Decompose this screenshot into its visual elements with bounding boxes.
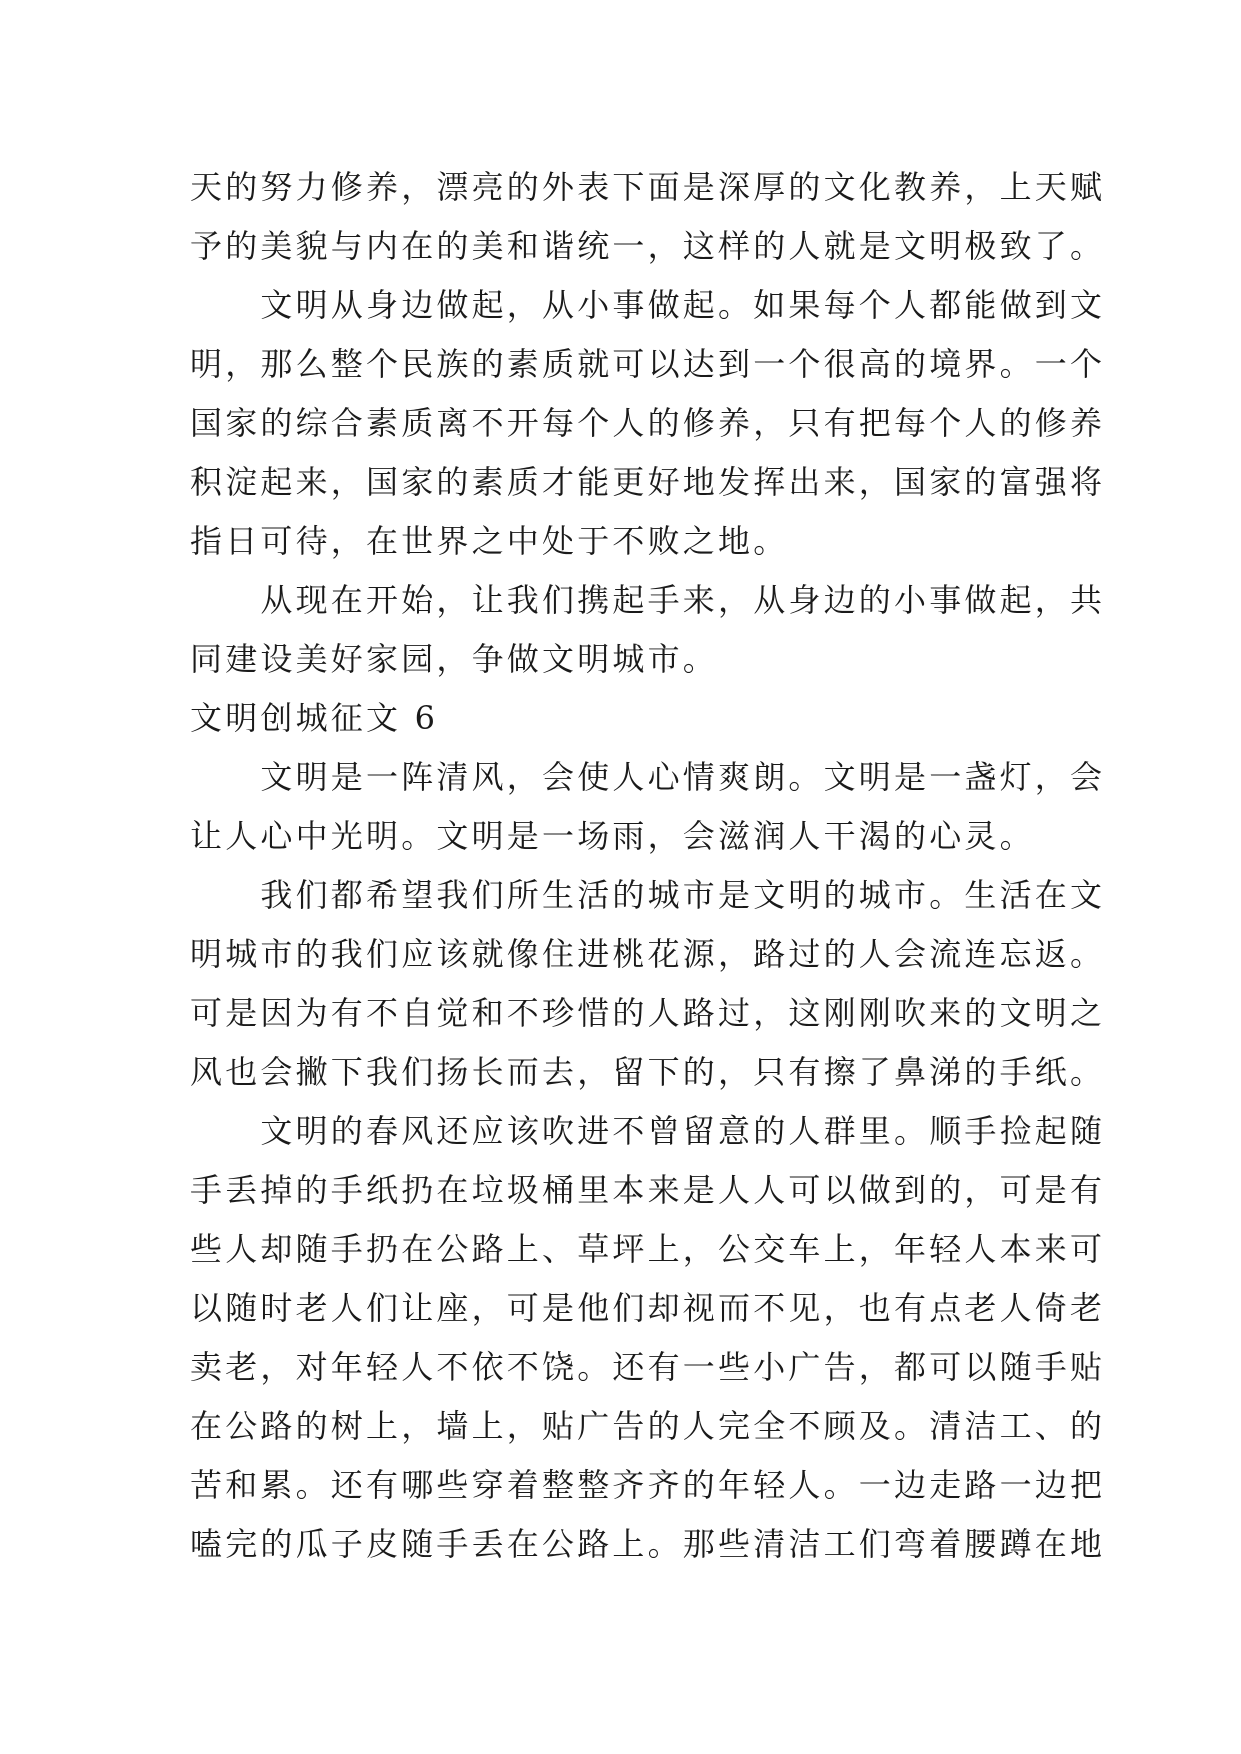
text-line: 天的努力修养，漂亮的外表下面是深厚的文化教养，上天赋: [190, 168, 1106, 206]
text-line: 卖老，对年轻人不依不饶。还有一些小广告，都可以随手贴: [190, 1348, 1106, 1386]
text-line: 文明从身边做起，从小事做起。如果每个人都能做到文: [190, 286, 1106, 324]
text-line: 国家的综合素质离不开每个人的修养，只有把每个人的修养: [190, 404, 1106, 442]
text-line: 同建设美好家园，争做文明城市。: [190, 640, 719, 678]
text-line: 明，那么整个民族的素质就可以达到一个很高的境界。一个: [190, 345, 1106, 383]
text-line: 可是因为有不自觉和不珍惜的人路过，这刚刚吹来的文明之: [190, 994, 1106, 1032]
text-line: 文明是一阵清风，会使人心情爽朗。文明是一盏灯，会: [190, 758, 1106, 796]
text-line: 予的美貌与内在的美和谐统一，这样的人就是文明极致了。: [190, 227, 1106, 265]
text-line: 明城市的我们应该就像住进桃花源，路过的人会流连忘返。: [190, 935, 1106, 973]
text-line: 积淀起来，国家的素质才能更好地发挥出来，国家的富强将: [190, 463, 1106, 501]
text-line: 苦和累。还有哪些穿着整整齐齐的年轻人。一边走路一边把: [190, 1466, 1106, 1504]
text-line: 让人心中光明。文明是一场雨，会滋润人干渴的心灵。: [190, 817, 1035, 855]
text-line: 从现在开始，让我们携起手来，从身边的小事做起，共: [190, 581, 1106, 619]
text-line: 文明的春风还应该吹进不曾留意的人群里。顺手捡起随: [190, 1112, 1106, 1150]
text-line: 指日可待，在世界之中处于不败之地。: [190, 522, 789, 560]
text-line: 手丢掉的手纸扔在垃圾桶里本来是人人可以做到的，可是有: [190, 1171, 1106, 1209]
text-line: 以随时老人们让座，可是他们却视而不见，也有点老人倚老: [190, 1289, 1106, 1327]
text-line: 些人却随手扔在公路上、草坪上，公交车上，年轻人本来可: [190, 1230, 1106, 1268]
section-heading: 文明创城征文 6: [190, 699, 439, 737]
text-line: 在公路的树上，墙上，贴广告的人完全不顾及。清洁工、的: [190, 1407, 1106, 1445]
text-line: 风也会撇下我们扬长而去，留下的，只有擦了鼻涕的手纸。: [190, 1053, 1106, 1091]
text-line: 我们都希望我们所生活的城市是文明的城市。生活在文: [190, 876, 1106, 914]
text-line: 嗑完的瓜子皮随手丢在公路上。那些清洁工们弯着腰蹲在地: [190, 1525, 1106, 1563]
document-body: [190, 158, 1106, 1574]
